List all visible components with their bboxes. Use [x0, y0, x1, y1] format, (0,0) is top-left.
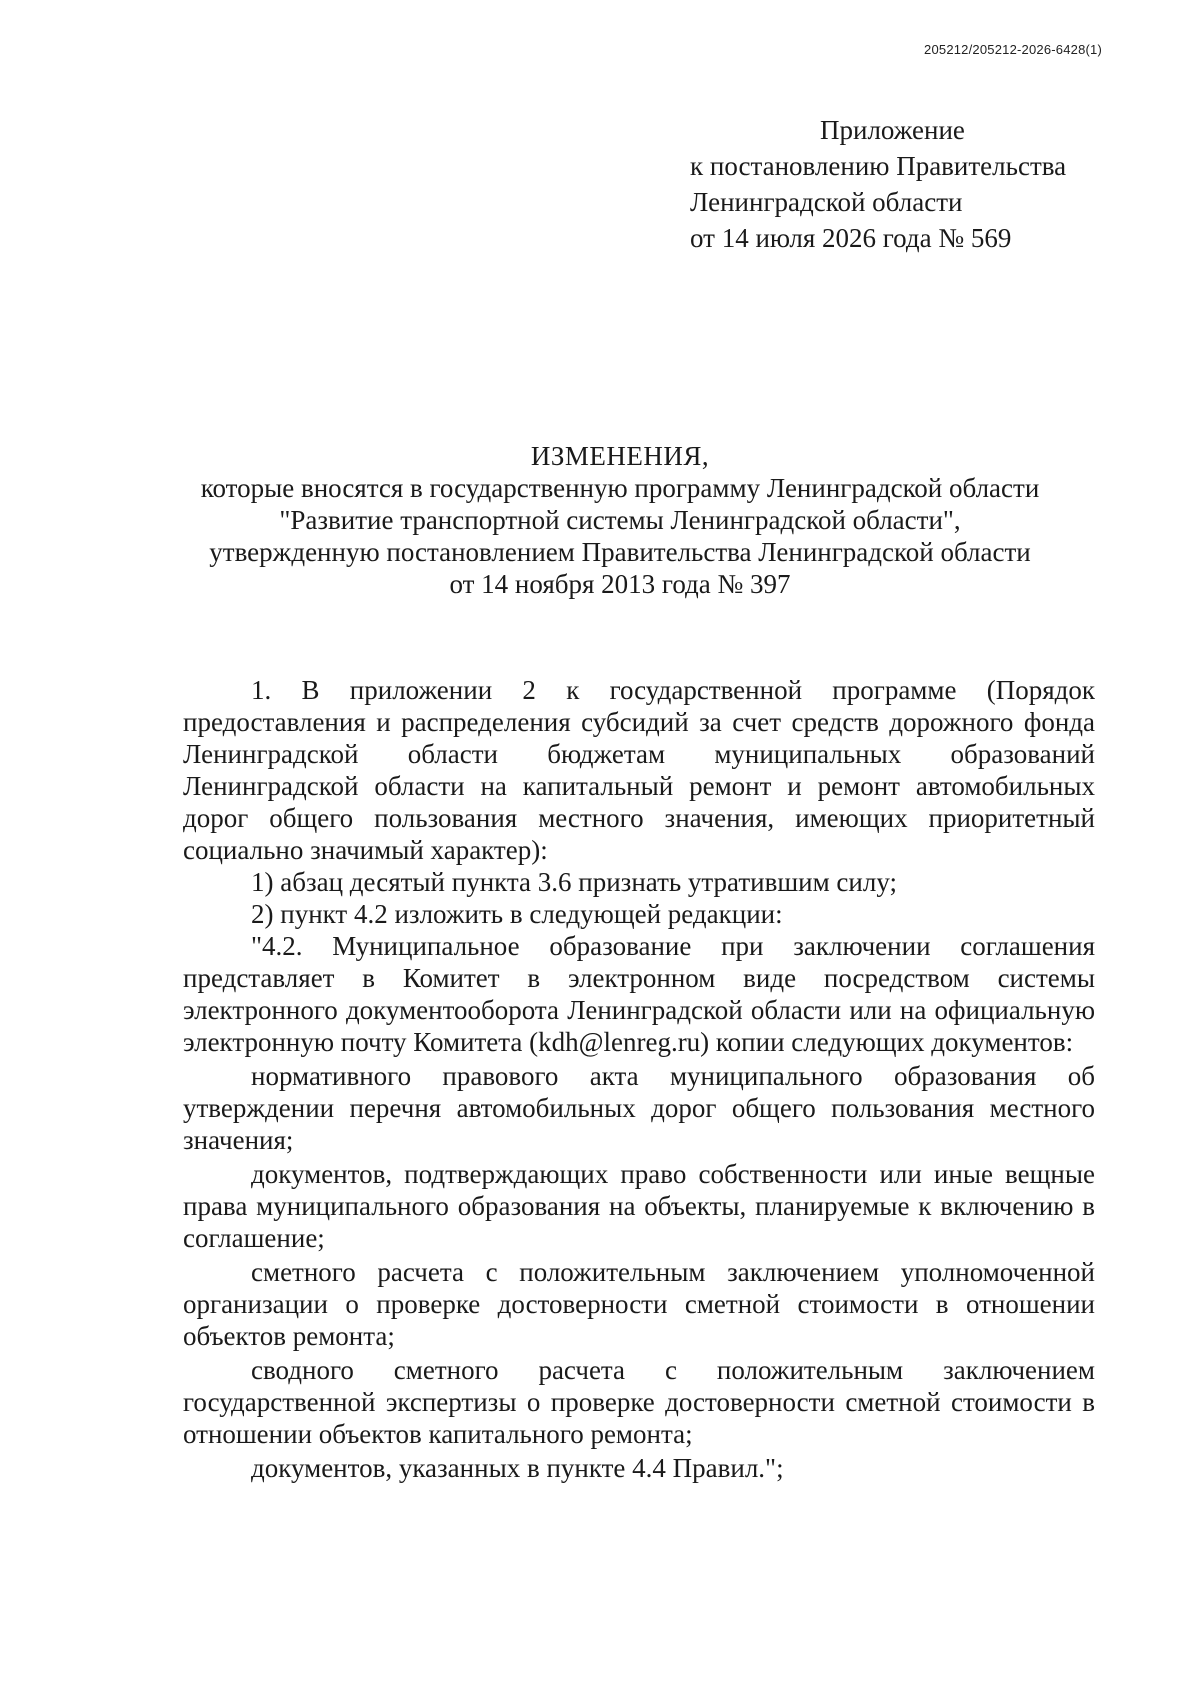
annex-line: к постановлению Правительства — [690, 151, 1067, 181]
document-body — [183, 674, 1095, 1484]
paragraph: сметного расчета с положительным заключением уполномоченной организации о проверке достоверности сметной стоимости в отношении объектов ремонта; — [183, 1257, 1095, 1351]
paragraph: 1) абзац десятый пункта 3.6 признать утратившим силу; — [251, 867, 897, 897]
title-line: которые вносятся в государственную программу Ленинградской области — [200, 473, 1040, 503]
title-line: от 14 ноября 2013 года № 397 — [449, 569, 791, 599]
title-line: утвержденную постановлением Правительства Ленинградской области — [209, 537, 1031, 567]
annex-line: Ленинградской области — [690, 187, 963, 217]
paragraph: сводного сметного расчета с положительным заключением государственной экспертизы о проверке достоверности сметной стоимости в отношении объектов капитального ремонта; — [183, 1355, 1095, 1449]
paragraph: "4.2. Муниципальное образование при заключении соглашения представляет в Комитет в электронном виде посредством системы электронного документооборота Ленинградской области или на официальную электронную почту Комитета (kdh@lenreg.ru) копии следующих документов: — [183, 931, 1095, 1057]
document-id: 205212/205212-2026-6428(1) — [924, 42, 1102, 57]
title-line: "Развитие транспортной системы Ленинградской области", — [279, 505, 961, 535]
paragraph: документов, подтверждающих право собственности или иные вещные права муниципального образования на объекты, планируемые к включению в соглашение; — [183, 1159, 1095, 1253]
paragraph: нормативного правового акта муниципального образования об утверждении перечня автомобильных дорог общего пользования местного значения; — [183, 1061, 1095, 1155]
paragraph: 2) пункт 4.2 изложить в следующей редакции: — [251, 899, 783, 929]
title-block — [170, 440, 1070, 600]
annex-header — [690, 112, 1130, 256]
paragraph: документов, указанных в пункте 4.4 Правил."; — [251, 1453, 784, 1483]
annex-title: Приложение — [820, 115, 965, 145]
annex-date: от 14 июля 2026 года № 569 — [690, 223, 1012, 253]
document-heading: ИЗМЕНЕНИЯ, — [530, 441, 710, 471]
paragraph: 1. В приложении 2 к государственной программе (Порядок предоставления и распределения субсидий за счет средств дорожного фонда Ленинградской области бюджетам муниципальных образований Ленинградской области на капитальный ремонт и ремонт автомобильных дорог общего пользования местного значения, имеющих приоритетный социально значимый характер): — [183, 675, 1095, 865]
